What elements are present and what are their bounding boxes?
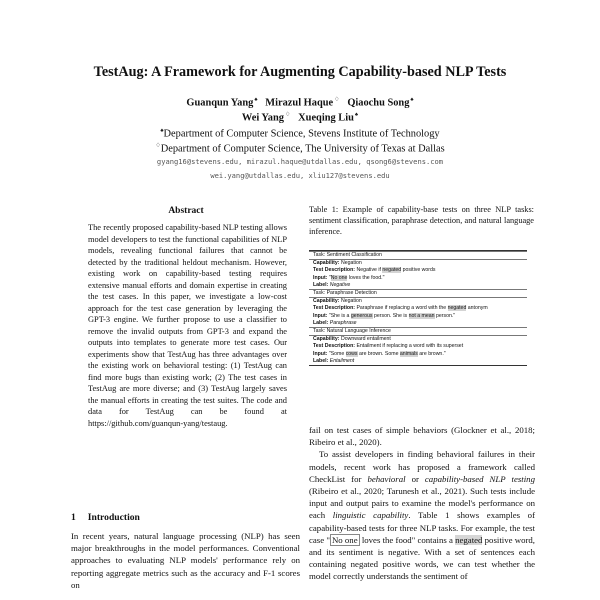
table-row: Input: "Some cows are brown. Some animals are brown." [313,350,446,357]
capability-table [309,250,527,366]
abstract-heading: Abstract [168,206,204,216]
table-row: Capability: Negation [313,260,362,267]
paragraph: To assist developers in finding behavioral failures in their models, recent work has proposed a framework called CheckList for behavioral or capability-based NLP testing (Ribeiro et al., 2020; Tarunesh et al., 2021). Such tests include input and output pairs to examine the model's performance on each linguistic capability. Table 1 shows examples of capability-based tests for three NLP tasks. For example, the test case " No one loves the food" contains a negated positive word, and its sentiment is negative. With a set of sentences each containing negated positive words, we can test whether the model correctly understands the sentiment of [309,449,535,582]
table-row: Label: Paraphrase [313,319,357,326]
affiliation-marker: ♢ [155,143,161,149]
table-row: Input: "She is a generous person. She is not a mean person." [313,312,456,319]
author-line-2 [0,109,600,124]
affiliation-stevens: ♠Department of Computer Science, Stevens Institute of Technology [160,128,440,140]
section-heading-introduction [71,512,140,523]
author-name: Guanqun Yang [186,97,254,109]
section-number: 1 [71,512,76,523]
table-row: Label: Negative [313,281,351,288]
table-row: Capability: Negation [313,298,362,305]
affiliation-marker: ♢ [284,112,291,118]
paper-title: TestAug: A Framework for Augmenting Capability-based NLP Tests [93,64,507,80]
author-name: Mirazul Haque [265,97,334,109]
affiliation-marker: ♠ [354,112,359,118]
paragraph: fail on test cases of simple behaviors (Glockner et al., 2018; Ribeiro et al., 2020). [309,425,535,448]
author-name: Wei Yang [241,112,284,124]
table-row-task: Task: Paraphrase Detection [309,289,527,298]
table-row-task: Task: Sentiment Classification [309,251,527,260]
table-row: Test Description: Entailment if replacing a word with its superset [313,343,464,350]
introduction-text: In recent years, natural language processing (NLP) has seen major breakthroughs in the model performances. Conventional approaches to evaluating NLP models' performance rely on reporting aggregate metrics such as the accuracy and F-1 scores on [71,531,300,590]
affiliation-marker: ♠ [254,97,258,103]
affiliation-marker: ♠ [410,97,414,103]
affiliation-marker: ♢ [334,97,340,103]
table-caption: Table 1: Example of capability-base tests on three NLP tasks: sentiment classification, paraphrase detection, and natural language inference. [309,205,534,236]
abstract-text: The recently proposed capability-based NLP testing allows model developers to test the functional capabilities of NLP models, revealing functional failures that cannot be detected by the traditional heldout mechanism. However, existing work on capability-based testing requires extensive manual efforts and domain expertise in creating the test cases. In this paper, we investigate a low-cost approach for the test case generation by leveraging the GPT-3 engine. We further propose to use a classifier to remove the invalid outputs from GPT-3 and expand the outputs into templates to generate more test cases. Our experiments show that TestAug has three advantages over the existing work on behavioral testing: (1) TestAug can find more bugs than existing work; (2) The test cases in TestAug are more diverse; and (3) TestAug largely saves the manual efforts in creating the test suites. The code and data for TestAug can be found at https://github.com/guanqun-yang/testaug. [88,223,287,428]
table-row: Test Description: Paraphrase if replacing a word with the negated antonym [313,305,488,312]
author-name: Qiaochu Song [347,97,410,109]
right-column-text [309,424,535,583]
affiliation-marker: ♠ [160,128,164,134]
email-line-1: gyang16@stevens.edu, mirazul.haque@utdallas.edu, qsong6@stevens.com [156,157,444,166]
affiliation-utd: ♢Department of Computer Science, The University of Texas at Dallas [155,143,445,155]
table-row: Capability: Downward entailment [313,336,391,343]
table-row-task: Task: Natural Language Inference [309,327,527,336]
author-line-1 [0,94,600,109]
author-name: Xueqing Liu [298,112,354,124]
table-row: Label: Entailment [309,358,527,366]
table-row: Input: "No one loves the food." [313,274,385,281]
email-line-2: wei.yang@utdallas.edu, xliu127@stevens.edu [210,171,390,180]
section-title: Introduction [87,512,140,523]
table-row: Test Description: Negative if negated positive words [313,267,436,274]
